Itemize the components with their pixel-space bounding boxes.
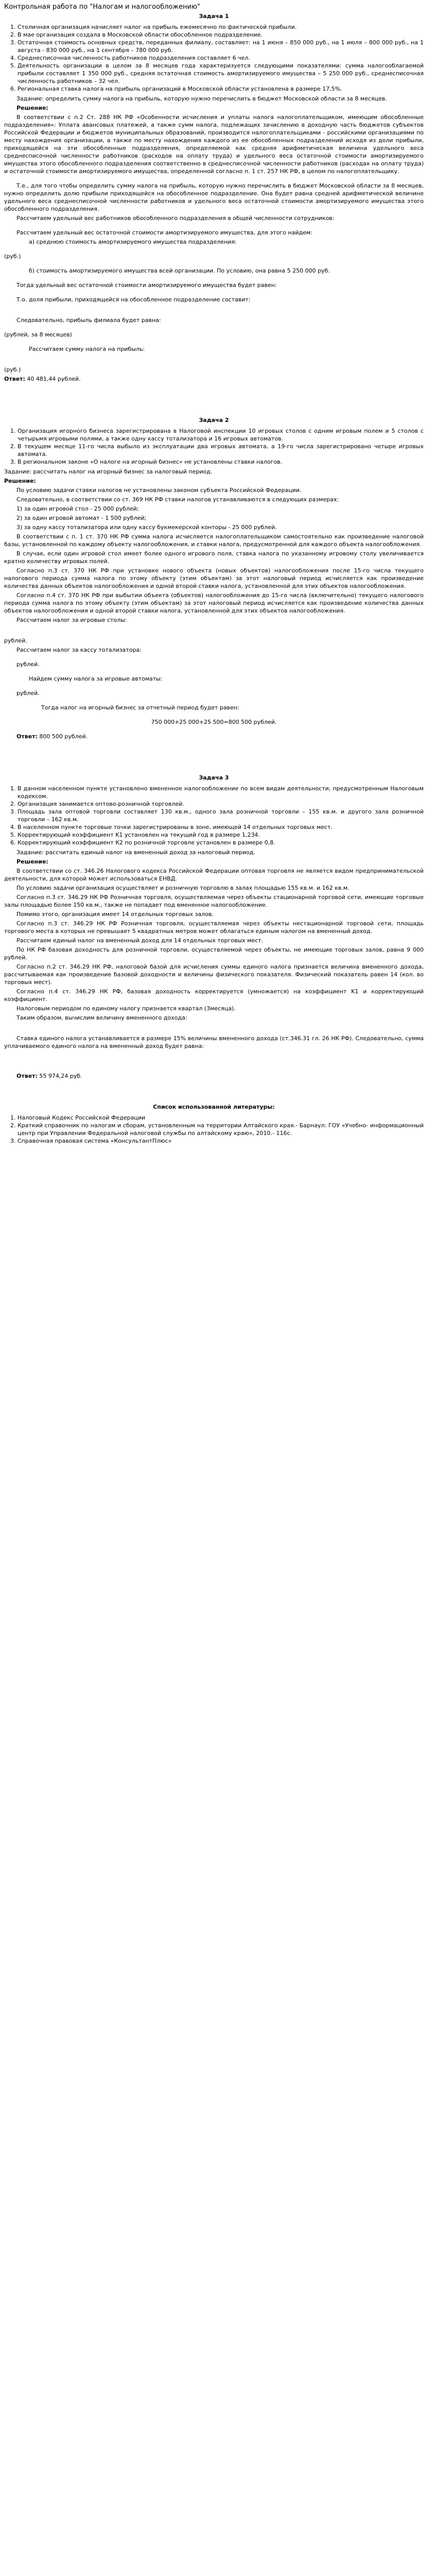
task-2-conditions (4, 427, 424, 466)
paragraph: В соответствии с п. 1 ст. 370 НК РФ сумма налога исчисляется налогоплательщиком самостоятельно как произведение налоговой базы, установленной по каждому объекту налогообложения, и ставки налога, предусмотренной для каждого объекта налогообложения. (4, 533, 424, 548)
task-2-section (4, 416, 424, 773)
document-title: Контрольная работа по "Налогам и налогообложению" (4, 3, 200, 11)
paragraph: По условию задачи ставки налогов не установлены законом субъекта Российской Федерации. (16, 487, 302, 494)
paragraph: рублей. (16, 690, 40, 697)
paragraph: Рассчитаем сумму налога на прибыль: (29, 346, 145, 352)
paragraph: Согласно п.2 ст. 346.29 НК РФ, налоговой базой для исчисления суммы единого налога признается величина вмененного дохода, рассчитываемая как произведение базовой доходности и величины физического показателя. Физический показатель равен 14 (кол. во торговых мест). (4, 963, 424, 986)
paragraph: По условию задачи организация осуществляет и розничную торговлю в залах площадью 155 кв.м. и 162 кв.м. (16, 885, 350, 891)
paragraph: Согласно п.4 ст. 346.29 НК РФ, базовая доходность корректируется (умножается) на коэффициент K1 и корректирующий коэффициент. (4, 988, 424, 1003)
task-2-heading: Задача 2 (199, 417, 229, 423)
condition-item: 6. Корректирующий коэффициент К2 по розничной торговле установлен в размере 0,8. (18, 839, 424, 846)
task-3-answer (4, 1072, 424, 1080)
paragraph: рублей. (16, 661, 40, 668)
task-2-answer (4, 733, 424, 740)
paragraph: Налоговым периодом по единому налогу признается квартал (3месяца). (16, 1005, 236, 1012)
condition-item: 1. Организация игорного бизнеса зарегистрирована в Налоговой инспекции 10 игровых столов с одним игровым полем и 5 столов с четырьмя игровыми полями, а также одну кассу тотализатора и 16 игровых автоматов. (18, 427, 424, 443)
formula: 750 000+25 000+25 500=800 500 рублей. (151, 719, 277, 725)
paragraph: рублей. (4, 637, 27, 644)
task-3-solution-label: Решение: (16, 858, 48, 865)
task-1-solution-label: Решение: (16, 105, 48, 111)
condition-item: 5. Деятельность организации в целом за 8 месяцев года характеризуется следующими показателями: сумма налогооблагаемой прибыли составляет 1 350 000 руб., средняя остаточная стоимость амортизируемого имущества – 5 250 000 руб., среднесписочная численность работников – 32 чел. (18, 62, 424, 85)
literature-item: 3. Справочная правовая система «КонсультантПлюс» (18, 1137, 424, 1145)
paragraph: Т.о. доля прибыли, приходящейся на обособленное подразделение составит: (16, 296, 251, 303)
literature-list (4, 1114, 424, 1145)
task-2-assignment: Задание: рассчитать налог на игорный бизнес за налоговый период. (4, 468, 213, 475)
paragraph: (руб.) (4, 253, 21, 260)
paragraph: 3) за одну кассу тотализатора или одну кассу букмекерской конторы - 25 000 рублей. (16, 524, 277, 531)
paragraph: 1) за один игровой стол - 25 000 рублей; (16, 505, 139, 512)
condition-item: 2. В мае организация создала в Московской области обособленное подразделение. (18, 31, 424, 39)
paragraph: Следовательно, в соответствии со ст. 369 НК РФ ставки налогов устанавливаются в следующих размерах: (16, 496, 339, 503)
answer-value: 800 500 рублей. (37, 733, 88, 740)
paragraph: 2) за один игровой автомат - 1 500 рублей; (16, 515, 147, 521)
condition-item: 6. Региональная ставка налога на прибыль организаций в Московской области установлена в размере 17,5%. (18, 85, 424, 93)
paragraph: Рассчитаем единый налог на вмененный доход для 14 отдельных торговых мест. (16, 937, 264, 944)
literature-heading: Список использованной литературы: (153, 1104, 275, 1110)
paragraph: Рассчитаем налог за игровые столы: (16, 617, 127, 623)
paragraph: Рассчитаем удельный вес остаточной стоимости амортизируемого имущества, для этого найдем: (16, 229, 312, 236)
literature-section (4, 1103, 424, 1145)
condition-item: 3. Остаточная стоимость основных средств, переданных филиалу, составляет: на 1 июня – 850 000 руб., на 1 июля – 800 000 руб., на 1 августа - 830 000 руб., на 1 сентября – 780 000 руб. (18, 39, 424, 54)
condition-item: 2. В текущем месяце 11-го числа выбыло из эксплуатации два игровых автомата, а 19-го числа зарегистрировано четыре игровых автомата. (18, 443, 424, 458)
task-2-solution-label: Решение: (4, 478, 36, 484)
paragraph: Ставка единого налога устанавливается в размере 15% величины вмененного дохода (ст.346.31 гл. 26 НК РФ). Следовательно, сумма уплачиваемого единого налога на вмененный доход будет равна: (4, 1035, 424, 1049)
document (0, 0, 428, 1145)
paragraph: Следовательно, прибыль филиала будет равна: (16, 317, 161, 324)
condition-item: 3. В региональном законе «О налоге на игорный бизнес» не установлены ставки налогов. (18, 458, 424, 466)
paragraph: Тогда налог на игорный бизнес за отчетный период будет равен: (41, 704, 239, 711)
paragraph: В соответствии с п.2 Ст. 288 НК РФ «Особенности исчисления и уплаты налога налогоплательщиком, имеющим обособленные подразделения»: Уплата авансовых платежей, а также сумм налога, подлежащих зачислению в доходную часть бюджетов субъектов Российской Федерации и бюджетов муниципальных образований, производится налогоплательщиками - российскими организациями по месту нахождения организации, а также по месту нахождения каждого из ее обособленных подразделений исходя из доли прибыли, приходящейся на эти обособленные подразделения, определяемой как средняя арифметическая величина удельного веса среднесписочной численности работников (расходов на оплату труда) и удельного веса остаточной стоимости амортизируемого имущества этого обособленного подразделения соответственно в среднесписочной численности работников (расходах на оплату труда) и остаточной стоимости амортизируемого имущества, определенной согласно п. 1 ст. 257 НК РФ, в целом по налогоплательщику. (4, 114, 424, 175)
task-1-assignment: Задание: определить сумму налога на прибыль, которую нужно перечислить в бюджет Московской области за 8 месяцев. (16, 95, 387, 102)
task-1-answer (4, 375, 424, 383)
task-3-heading: Задача 3 (199, 774, 229, 781)
task-3-assignment: Задание: рассчитать единый налог на вмененный доход за налоговый период. (16, 849, 255, 856)
paragraph: Согласно п.3 ст. 370 НК РФ при установке нового объекта (новых объектов) налогообложения после 15-го числа текущего налогового периода сумма налога по этому объекту (этим объектам) за этот налоговый период исчисляется как произведение количества данных объектов налогообложения и одной второй ставки налога, установленной для этих объектов налогообложения. (4, 567, 424, 589)
paragraph: (рублей, за 8 месяцев) (4, 331, 72, 338)
paragraph: Найдем сумму налога за игровые автоматы: (29, 675, 163, 682)
literature-item: 2. Краткий справочник по налогам и сборам, установленным на территории Алтайского края.- Барнаул: ГОУ «Учебно- информационный центр при Управлении Федеральной налоговой службы по алтайскому краю», 2010.- 116с. (18, 1122, 424, 1137)
task-3-conditions (4, 785, 424, 846)
paragraph: б) стоимость амортизируемого имущества всей организации. По условию, она равна 5 250 000 руб. (29, 267, 330, 274)
condition-item: 4. В населенном пункте торговые точки зарегистрированы в зоне, имеющей 14 отдельных торговых мест. (18, 823, 424, 831)
paragraph: Помимо этого, организация имеет 14 отдельных торговых залов. (16, 911, 214, 918)
paragraph: В случае, если один игровой стол имеет более одного игрового поля, ставка налога по указанному игровому столу увеличивается кратно количеству игровых полей. (4, 550, 424, 565)
paragraph: Согласно п.4 ст. 370 НК РФ при выбытии объекта (объектов) налогообложения до 15-го числа (включительно) текущего налогового периода сумма налога по этому объекту (этим объектам) за этот налоговый период исчисляется как произведение количества данных объектов налогообложения и одной второй ставки налога, установленной для этих объектов налогообложения. (4, 592, 424, 614)
answer-value: 55 974,24 руб. (37, 1073, 82, 1079)
paragraph: Согласно п.3 ст. 346.29 НК РФ Розничная торговля, осуществляемая через объекты стационарной торговой сети, имеющие торговые залы площадью более 150 кв.м., также не попадает под вмененное налогообложение. (4, 894, 424, 908)
paragraph: Тогда удельный вес остаточной стоимости амортизируемого имущества будет равен: (16, 282, 277, 289)
condition-item: 4. Среднесписочная численность работников подразделения составляет 6 чел. (18, 54, 424, 62)
task-1-section (4, 12, 424, 415)
paragraph: а) среднюю стоимость амортизируемого имущества подразделения: (29, 239, 237, 245)
condition-item: 2. Организация занимается оптово-розничной торговлей. (18, 800, 424, 808)
answer-value: 40 481,44 рублей. (25, 376, 81, 382)
answer-label: Ответ: (4, 376, 25, 382)
condition-item: 3. Площадь зала оптовой торговли составляет 130 кв.м., одного зала розничной торговли – 155 кв.м. и другого зала розничной торговли – 162 кв.м. (18, 808, 424, 823)
condition-item: 1. Столичная организация начисляет налог на прибыль ежемесячно по фактической прибыли. (18, 23, 424, 31)
task-1-heading: Задача 1 (199, 13, 229, 20)
task-1-conditions (4, 23, 424, 93)
paragraph: Рассчитаем налог за кассу тотализатора: (16, 647, 142, 653)
condition-item: 1. В данном населенном пункте установлено вмененное налогообложение по всем видам деятельности, предусмотренным Налоговым кодексом. (18, 785, 424, 800)
paragraph: Рассчитаем удельный вес работников обособленного подразделения в общей численности сотрудников: (16, 215, 335, 222)
condition-item: 5. Корректирующий коэффициент K1 установлен на текущий год в размере 1,234. (18, 831, 424, 839)
literature-item: 1. Налоговый Кодекс Российской Федерации (18, 1114, 424, 1122)
task-3-section (4, 774, 424, 1102)
answer-label: Ответ: (16, 1073, 38, 1079)
paragraph: Согласно п.3 ст. 346.29 НК РФ Розничная торговля, осуществляемая через объекты нестационарной торговой сети, площадь торгового места в которых не превышает 5 квадратных метров может облагаться единым налогом на вмененный доход. (4, 920, 424, 935)
answer-label: Ответ: (16, 733, 38, 740)
paragraph: (руб.) (4, 366, 21, 373)
paragraph: По НК РФ базовая доходность для розничной торговли, осуществляемой через объекты, не имеющие торговых залов, равна 9 000 рублей. (4, 946, 424, 961)
paragraph: Таким образом, вычислим величину вмененного дохода: (16, 1014, 187, 1021)
paragraph: В соответствии со ст. 346.26 Налогового кодекса Российской Федерации оптовая торговля не является видом предпринимательской деятельности, для которой может использоваться ЕНВД. (4, 868, 424, 882)
paragraph: Т.е., для того чтобы определить сумму налога на прибыль, которую нужно перечислить в бюджет Московской области за 8 месяцев, нужно определить долю прибыли приходящейся на обособленное подразделение. Она будет равна средней арифметической величине удельного веса среднесписочной численности работников и удельного веса остаточной стоимости амортизируемого имущества этого обособленного подразделения. (4, 182, 424, 212)
